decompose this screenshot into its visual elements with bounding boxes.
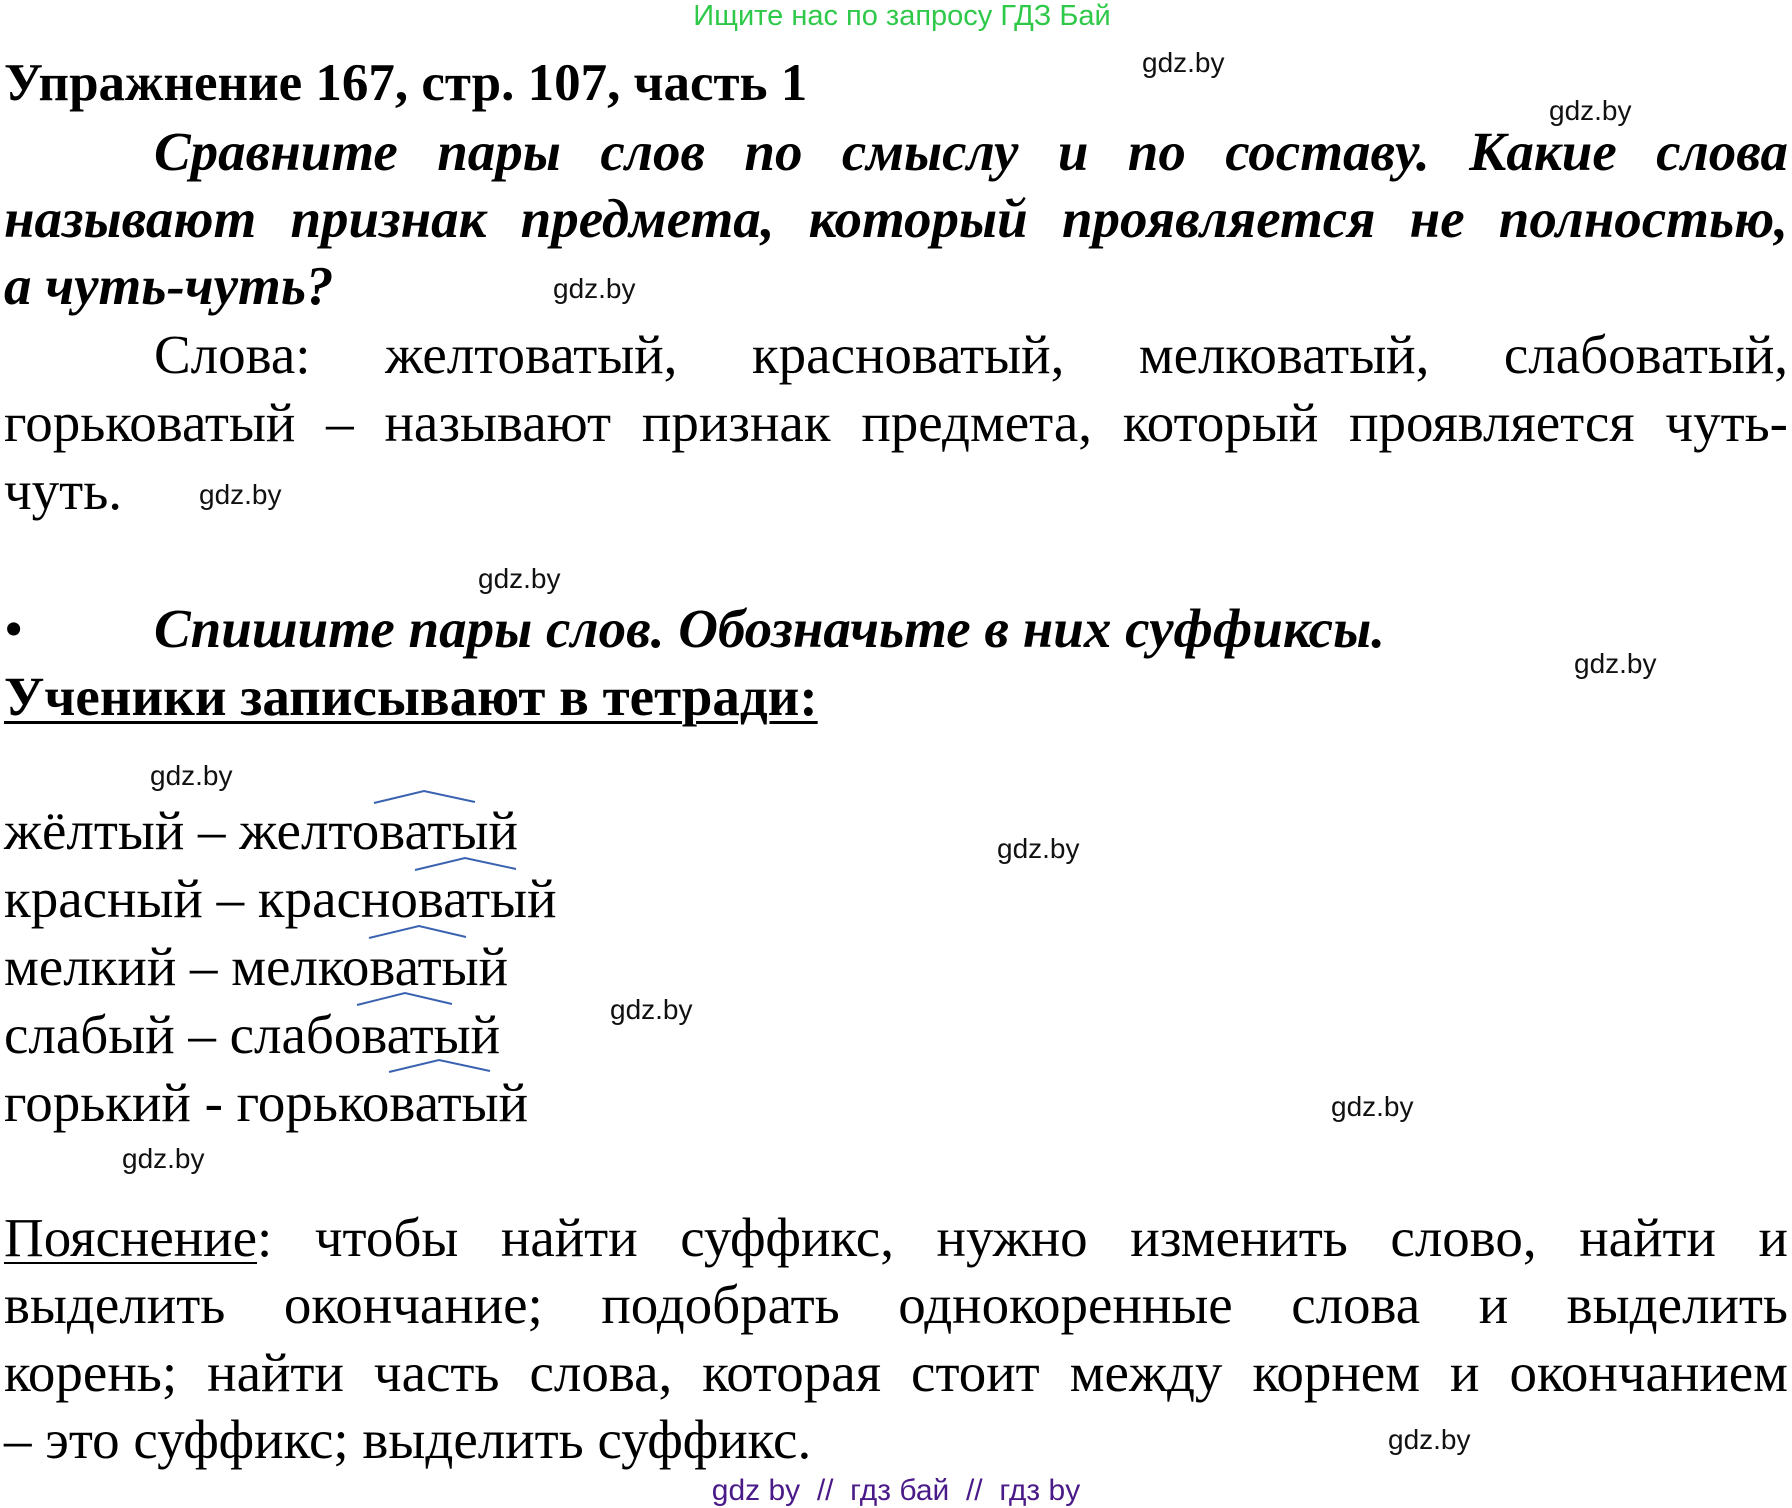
watermark: gdz.by: [122, 1143, 205, 1174]
suffix-mark-icon: [357, 992, 453, 1006]
watermark: gdz.by: [1388, 1424, 1471, 1455]
watermark: gdz.by: [478, 563, 561, 594]
word-pair: слабый – слабоватый: [4, 1004, 501, 1065]
explanation-line: – это суффикс; выделить суффикс.: [4, 1409, 812, 1470]
footer-links: gdz by // гдз бай // гдз by: [711, 1474, 1081, 1507]
watermark: gdz.by: [997, 833, 1080, 864]
word-pair: мелкий – мелковатый: [4, 936, 508, 997]
bullet: •: [4, 598, 24, 659]
watermark: gdz.by: [610, 994, 693, 1025]
task-line: Сравните пары слов по смыслу и по составу. Какие слова: [154, 121, 1788, 182]
word-pair: горький - горьковатый: [4, 1072, 529, 1133]
watermark: gdz.by: [1574, 648, 1657, 679]
explanation-line: выделить окончание; подобрать однокоренные слова и выделить: [4, 1274, 1788, 1335]
notebook-heading: [4, 663, 818, 731]
word-pair: жёлтый – желтоватый: [4, 800, 518, 861]
notebook-heading-text: Ученики записывают в тетради:: [4, 666, 818, 727]
task-line: а чуть-чуть?: [4, 255, 334, 316]
explanation-label: Пояснение: [4, 1207, 258, 1268]
suffix-mark-icon: [374, 790, 476, 804]
answer-line: горьковатый – называют признак предмета, который проявляется чуть-: [4, 392, 1788, 453]
suffix-mark-icon: [369, 925, 467, 939]
task-2: Спишите пары слов. Обозначьте в них суффиксы.: [154, 598, 1385, 659]
search-banner: Ищите нас по запросу ГДЗ Бай: [693, 0, 1111, 32]
task-line: называют признак предмета, который проявляется не полностью,: [4, 188, 1788, 249]
exercise-title: Упражнение 167, стр. 107, часть 1: [4, 54, 808, 112]
answer-line: Слова: желтоватый, красноватый, мелковатый, слабоватый,: [154, 324, 1788, 385]
suffix-mark-icon: [389, 1059, 491, 1073]
watermark: gdz.by: [1549, 95, 1632, 126]
answer-line: чуть.: [4, 460, 123, 521]
watermark: gdz.by: [553, 273, 636, 304]
explanation-line: корень; найти часть слова, которая стоит между корнем и окончанием: [4, 1342, 1788, 1403]
watermark: gdz.by: [150, 760, 233, 791]
explanation-text: : чтобы найти суффикс, нужно изменить слово, найти и: [257, 1207, 1788, 1268]
explanation-line: [4, 1204, 1788, 1272]
watermark: gdz.by: [1331, 1091, 1414, 1122]
word-pair: красный – красноватый: [4, 868, 557, 929]
suffix-mark-icon: [415, 857, 517, 871]
watermark: gdz.by: [199, 479, 282, 510]
watermark: gdz.by: [1142, 47, 1225, 78]
